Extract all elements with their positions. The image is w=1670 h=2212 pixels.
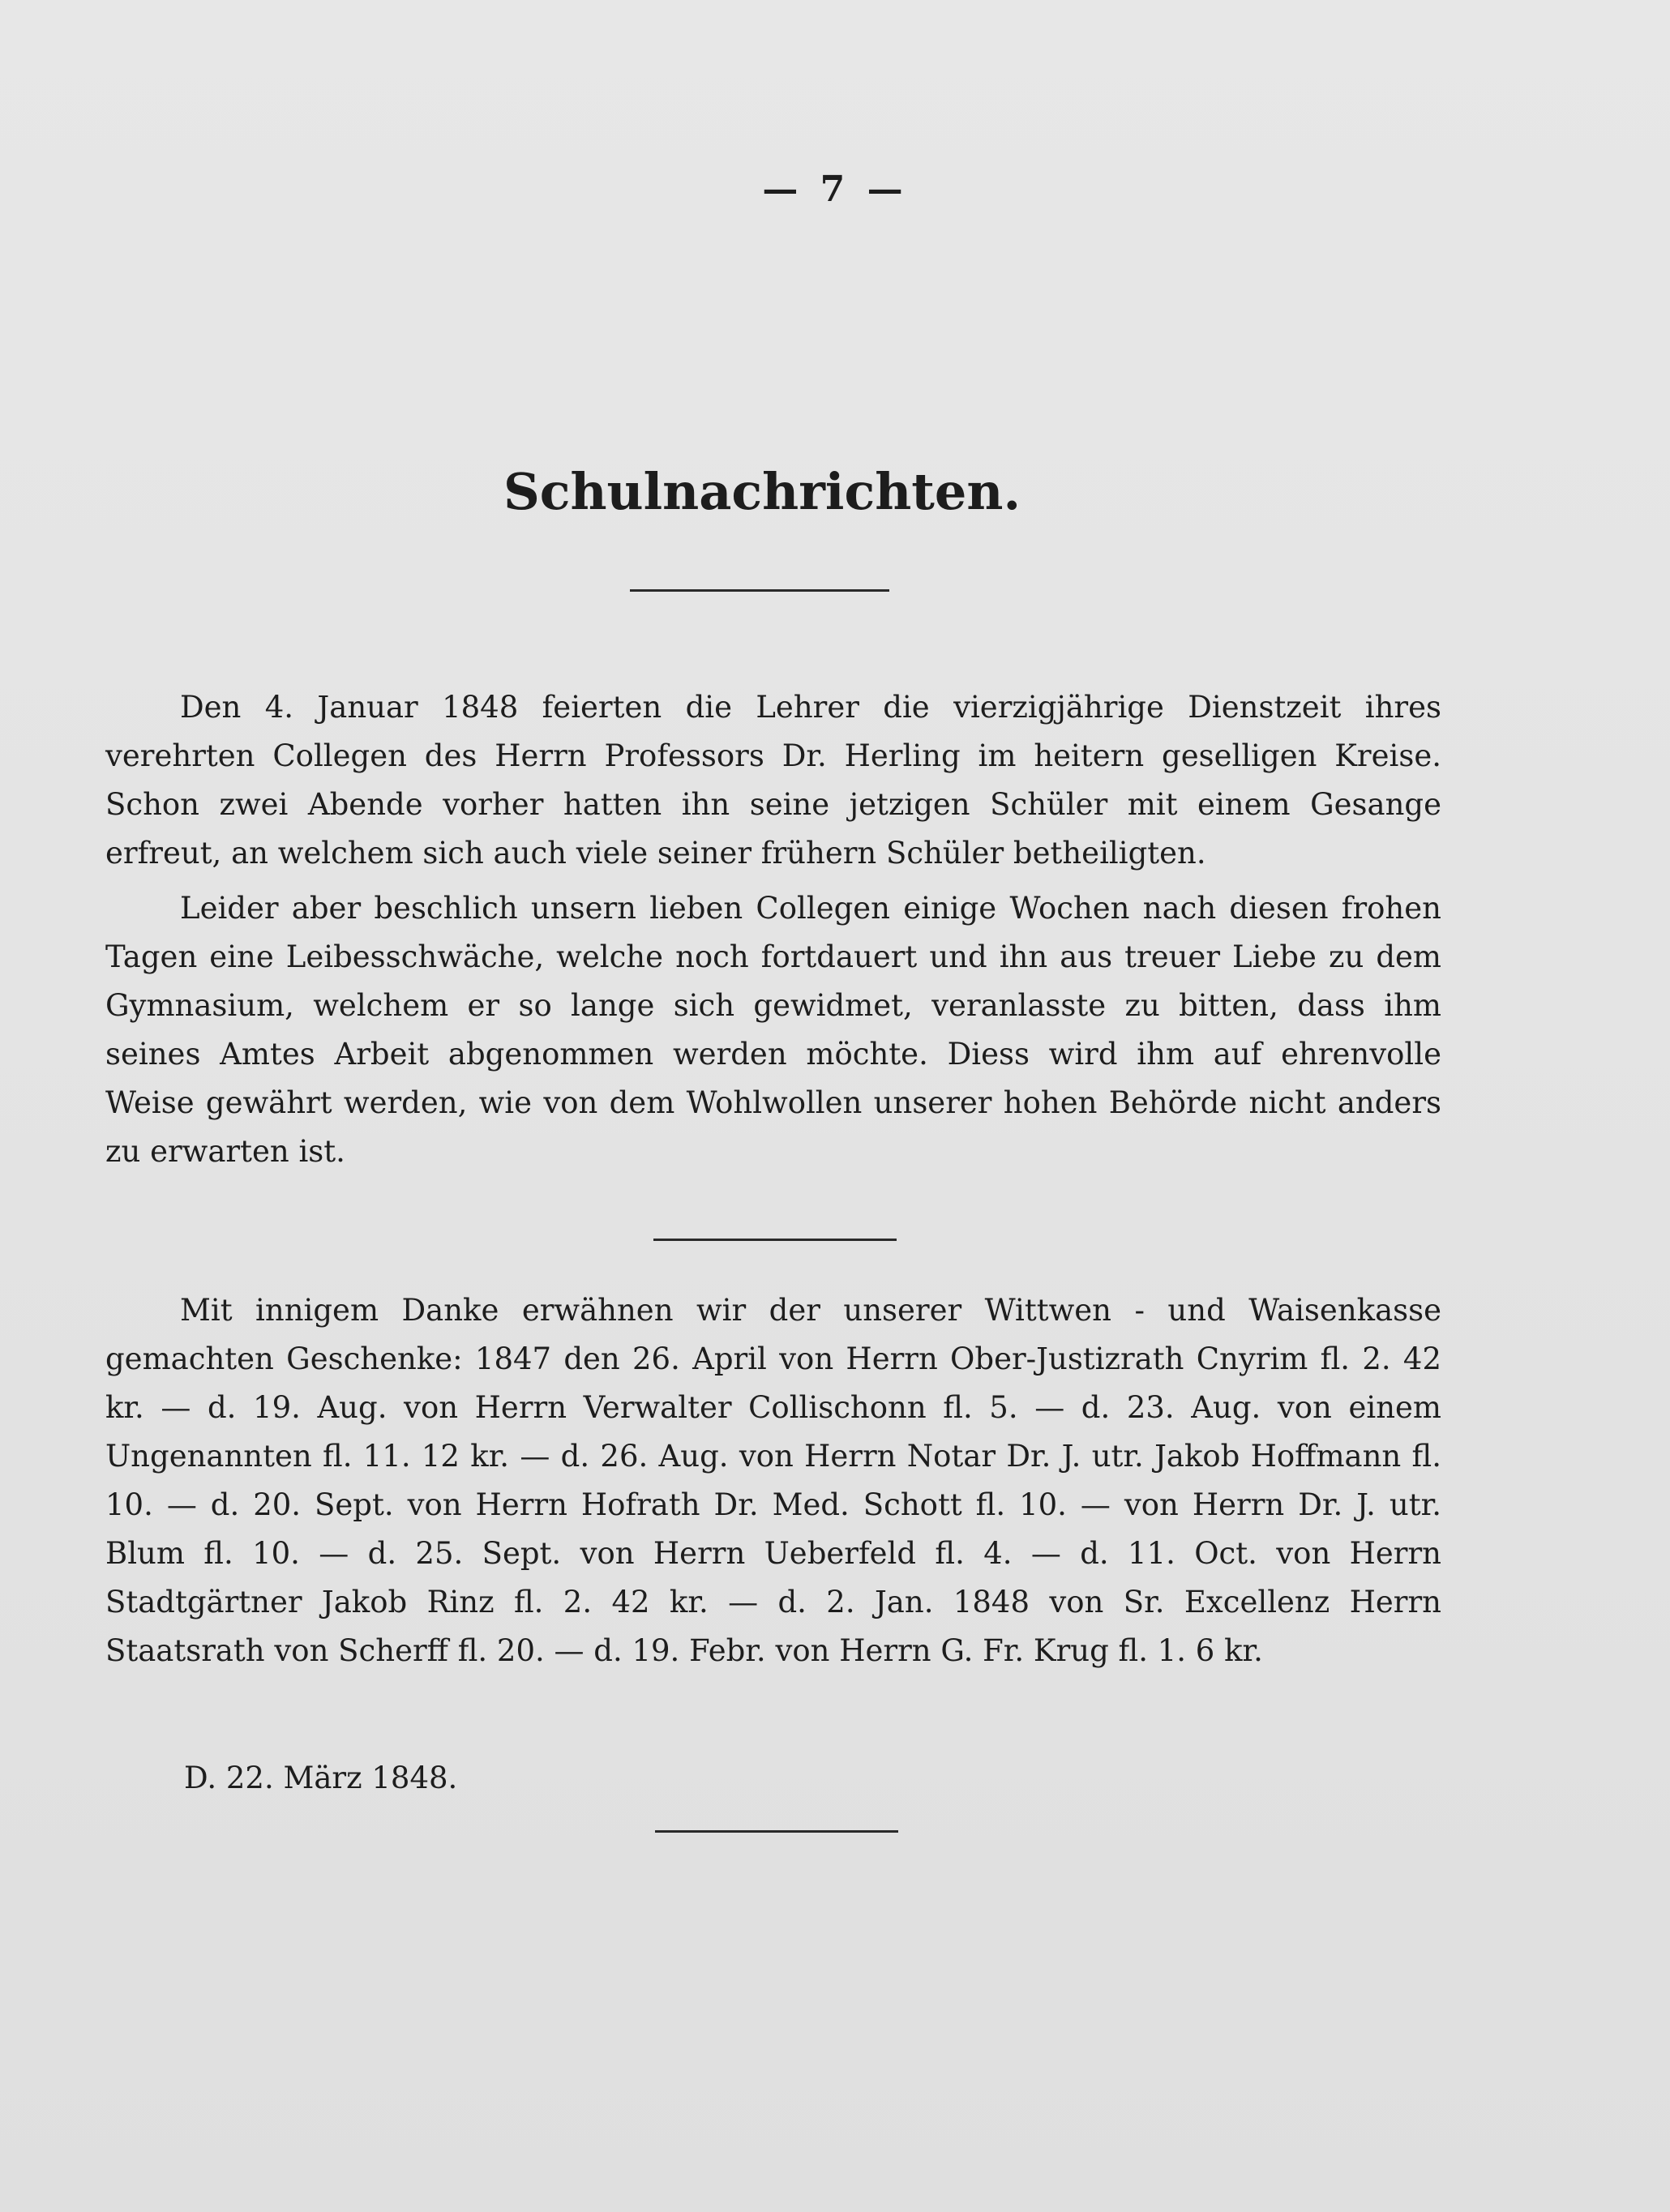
title-divider (630, 589, 889, 592)
section-divider (653, 1239, 897, 1241)
paragraph-service-anniversary: Den 4. Januar 1848 feierten die Lehrer die vierzigjährige Dienstzeit ihres verehrten Collegen des Herrn Professors Dr. Herling im heitern geselligen Kreise. Schon zwei Abende vorher hatten ihn seine jetzigen Schüler mit einem Gesange erfreut, an welchem sich auch viele seiner frühern Schüler betheiligten. (105, 690, 1441, 871)
donations-section (105, 1286, 1441, 1675)
page-number: — 7 — (762, 169, 908, 210)
paragraph-illness-retirement: Leider aber beschlich unsern lieben Collegen einige Wochen nach diesen frohen Tagen eine Leibesschwäche, welche noch fortdauert und ihn aus treuer Liebe zu dem Gymnasium, welchem er so lange sich gewidmet, veranlasste zu bitten, dass ihm seines Amtes Arbeit abgenommen werden möchte. Diess wird ihm auf ehrenvolle Weise gewährt werden, wie von dem Wohlwollen unserer hohen Behörde nicht anders zu erwarten ist. (105, 891, 1441, 1169)
paragraph-donations: Mit innigem Danke erwähnen wir der unserer Wittwen - und Waisenkasse gemachten Geschenke: 1847 den 26. April von Herrn Ober-Justizrath Cnyrim fl. 2. 42 kr. — d. 19. Aug. von Herrn Verwalter Collischonn fl. 5. — d. 23. Aug. von einem Ungenannten fl. 11. 12 kr. — d. 26. Aug. von Herrn Notar Dr. J. utr. Jakob Hoffmann fl. 10. — d. 20. Sept. von Herrn Hofrath Dr. Med. Schott fl. 10. — von Herrn Dr. J. utr. Blum fl. 10. — d. 25. Sept. von Herrn Ueberfeld fl. 4. — d. 11. Oct. von Herrn Stadtgärtner Jakob Rinz fl. 2. 42 kr. — d. 2. Jan. 1848 von Sr. Excellenz Herrn Staatsrath von Scherff fl. 20. — d. 19. Febr. von Herrn G. Fr. Krug fl. 1. 6 kr. (105, 1293, 1441, 1668)
end-divider (655, 1830, 898, 1833)
announcement-section (105, 683, 1441, 1176)
page-title: Schulnachrichten. (503, 461, 1021, 521)
closing-date: D. 22. März 1848. (184, 1761, 458, 1795)
